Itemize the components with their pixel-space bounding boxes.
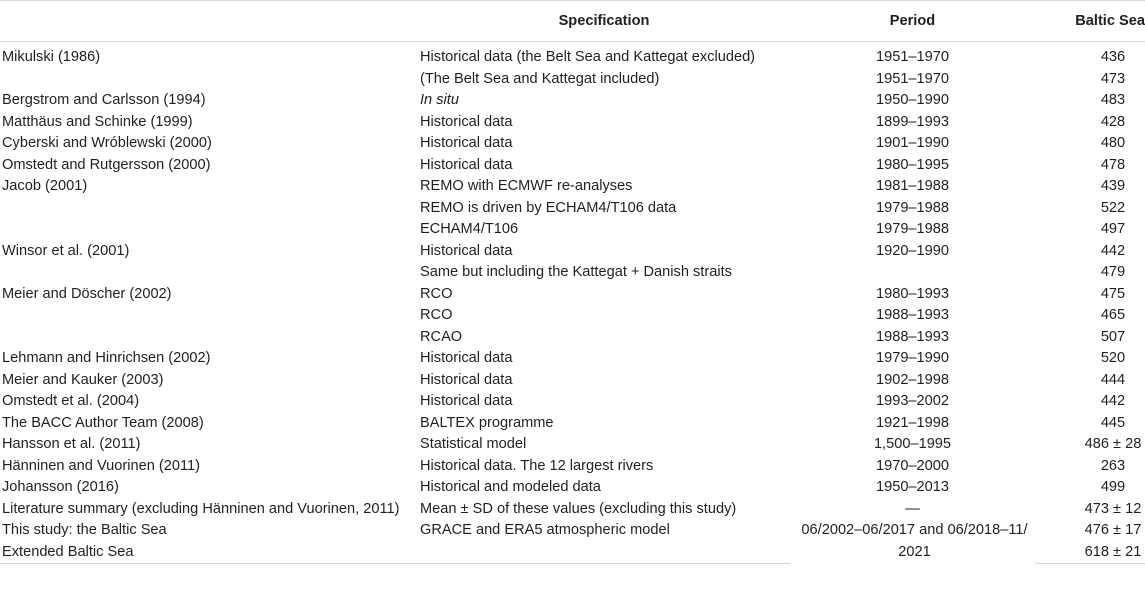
cell-period: 1970–2000 xyxy=(875,457,950,474)
table-row xyxy=(0,520,1145,542)
cell-period: 1980–1995 xyxy=(875,156,950,173)
cell-reference: Meier and Kauker (2003) xyxy=(2,371,164,388)
cell-specification: Same but including the Kattegat + Danish straits xyxy=(420,264,732,280)
cell-value: 499 xyxy=(1100,479,1126,495)
cell-reference: The BACC Author Team (2008) xyxy=(2,414,204,431)
cell-value: 475 xyxy=(1100,285,1126,302)
cell-reference: Omstedt et al. (2004) xyxy=(2,393,140,409)
cell-specification: RCO xyxy=(420,307,453,323)
cell-reference: Johansson (2016) xyxy=(2,479,119,495)
table-row xyxy=(0,434,1145,456)
cell-specification: Historical data xyxy=(420,393,513,409)
table-row xyxy=(0,456,1145,478)
cell-value: 478 xyxy=(1100,156,1126,173)
cell-period: 1950–2013 xyxy=(875,479,950,495)
cell-value: 442 xyxy=(1100,393,1126,409)
cell-value: 483 xyxy=(1100,92,1126,108)
cell-specification: GRACE and ERA5 atmospheric model xyxy=(420,522,670,538)
cell-reference xyxy=(0,305,418,327)
cell-period: 1899–1993 xyxy=(875,113,950,130)
cell-reference: Cyberski and Wróblewski (2000) xyxy=(2,135,212,151)
cell-specification: Historical data (the Belt Sea and Kattegat excluded) xyxy=(420,49,756,65)
cell-period: 1979–1988 xyxy=(875,221,950,237)
table-row xyxy=(0,198,1145,220)
cell-reference xyxy=(0,262,418,284)
cell-value: 439 xyxy=(1100,178,1126,194)
cell-specification: Historical data xyxy=(420,242,513,259)
table-header-row xyxy=(0,1,1145,42)
cell-reference: Extended Baltic Sea xyxy=(0,542,418,564)
table-row xyxy=(0,133,1145,155)
table-row xyxy=(0,47,1145,69)
cell-value: 444 xyxy=(1100,371,1126,388)
table-row xyxy=(0,241,1145,263)
cell-period: 1951–1970 xyxy=(875,49,950,65)
cell-period: 1993–2002 xyxy=(875,393,950,409)
cell-specification xyxy=(418,542,790,564)
cell-value: 507 xyxy=(1100,328,1126,345)
cell-period: 1921–1998 xyxy=(875,414,950,431)
cell-reference: Jacob (2001) xyxy=(2,178,88,194)
cell-reference: This study: the Baltic Sea xyxy=(2,522,167,538)
cell-value: 442 xyxy=(1100,242,1126,259)
cell-period: 1951–1970 xyxy=(875,70,950,87)
table-row xyxy=(0,112,1145,134)
cell-specification: Mean ± SD of these values (excluding this study) xyxy=(420,500,737,517)
cell-specification: Historical data xyxy=(420,350,513,366)
cell-reference: Meier and Döscher (2002) xyxy=(2,285,172,302)
cell-period: 1920–1990 xyxy=(875,242,950,259)
cell-value: 476 ± 17 xyxy=(1084,522,1142,538)
cell-value: 465 xyxy=(1100,307,1126,323)
cell-reference xyxy=(0,198,418,220)
cell-specification: REMO is driven by ECHAM4/T106 data xyxy=(420,199,677,216)
table-row xyxy=(0,69,1145,91)
cell-specification: ECHAM4/T106 xyxy=(420,221,519,237)
cell-reference: Bergstrom and Carlsson (1994) xyxy=(2,92,206,108)
cell-reference: Matthäus and Schinke (1999) xyxy=(2,113,193,130)
table-row xyxy=(0,219,1145,241)
table-row xyxy=(0,413,1145,435)
cell-period: 1950–1990 xyxy=(875,92,950,108)
table-row xyxy=(0,284,1145,306)
cell-period: 1902–1998 xyxy=(875,371,950,388)
table-row xyxy=(0,391,1145,413)
cell-specification: RCO xyxy=(420,285,453,302)
cell-specification: Historical data xyxy=(420,135,513,151)
cell-specification: Historical and modeled data xyxy=(420,479,601,495)
cell-specification: (The Belt Sea and Kattegat included) xyxy=(420,70,660,87)
cell-reference: Lehmann and Hinrichsen (2002) xyxy=(2,350,211,366)
cell-specification: Historical data. The 12 largest rivers xyxy=(420,457,654,474)
cell-reference xyxy=(0,327,418,349)
cell-period: 1988–1993 xyxy=(875,328,950,345)
table-row xyxy=(0,176,1145,198)
cell-value: 522 xyxy=(1100,199,1126,216)
cell-reference: Literature summary (excluding Hänninen and Vuorinen, 2011) xyxy=(2,500,400,517)
cell-value: 445 xyxy=(1100,414,1126,431)
cell-reference: Mikulski (1986) xyxy=(2,49,101,65)
cell-reference: Hansson et al. (2011) xyxy=(2,436,141,452)
cell-value: 473 ± 12 xyxy=(1084,500,1142,517)
cell-specification: BALTEX programme xyxy=(420,414,554,431)
cell-value: 618 ± 21 xyxy=(1035,542,1145,564)
cell-specification: RCAO xyxy=(420,328,463,345)
cell-period: 1901–1990 xyxy=(875,135,950,151)
table-row xyxy=(0,90,1145,112)
cell-specification: In situ xyxy=(420,92,459,108)
cell-specification: REMO with ECMWF re-analyses xyxy=(420,178,633,194)
cell-period: — xyxy=(905,500,920,517)
cell-specification: Historical data xyxy=(420,113,513,130)
cell-specification: Historical data xyxy=(420,156,513,173)
cell-period xyxy=(790,262,1035,284)
header-value: Baltic Sea xyxy=(1035,1,1145,42)
header-specification: Specification xyxy=(418,1,790,42)
cell-period: 1980–1993 xyxy=(875,285,950,302)
cell-value: 428 xyxy=(1100,113,1126,130)
cell-specification: Statistical model xyxy=(420,436,527,452)
header-reference xyxy=(0,1,418,42)
table-row xyxy=(0,348,1145,370)
header-period: Period xyxy=(790,1,1035,42)
cell-period: 1979–1990 xyxy=(875,350,950,366)
cell-value: 263 xyxy=(1100,457,1126,474)
cell-period: 1981–1988 xyxy=(875,178,950,194)
cell-reference: Winsor et al. (2001) xyxy=(2,242,130,259)
cell-reference: Hänninen and Vuorinen (2011) xyxy=(2,457,200,474)
table-row xyxy=(0,155,1145,177)
cell-value: 473 xyxy=(1100,70,1126,87)
cell-value: 436 xyxy=(1100,49,1126,65)
cell-value: 520 xyxy=(1100,350,1126,366)
table-row xyxy=(0,499,1145,521)
table-row xyxy=(0,327,1145,349)
cell-value: 479 xyxy=(1100,264,1126,280)
cell-reference xyxy=(0,219,418,241)
cell-reference xyxy=(0,69,418,91)
cell-value: 497 xyxy=(1100,221,1126,237)
cell-period: 1,500–1995 xyxy=(873,436,952,452)
cell-period: 1988–1993 xyxy=(875,307,950,323)
cell-value: 480 xyxy=(1100,135,1126,151)
cell-period: 06/2002–06/2017 and 06/2018–11/ 2021 xyxy=(801,522,1028,560)
cell-period: 1979–1988 xyxy=(875,199,950,216)
table-row xyxy=(0,370,1145,392)
cell-specification: Historical data xyxy=(420,371,513,388)
cell-value: 486 ± 28 xyxy=(1084,436,1142,452)
table-row xyxy=(0,262,1145,284)
table-row xyxy=(0,477,1145,499)
table-row xyxy=(0,305,1145,327)
cell-reference: Omstedt and Rutgersson (2000) xyxy=(2,156,211,173)
